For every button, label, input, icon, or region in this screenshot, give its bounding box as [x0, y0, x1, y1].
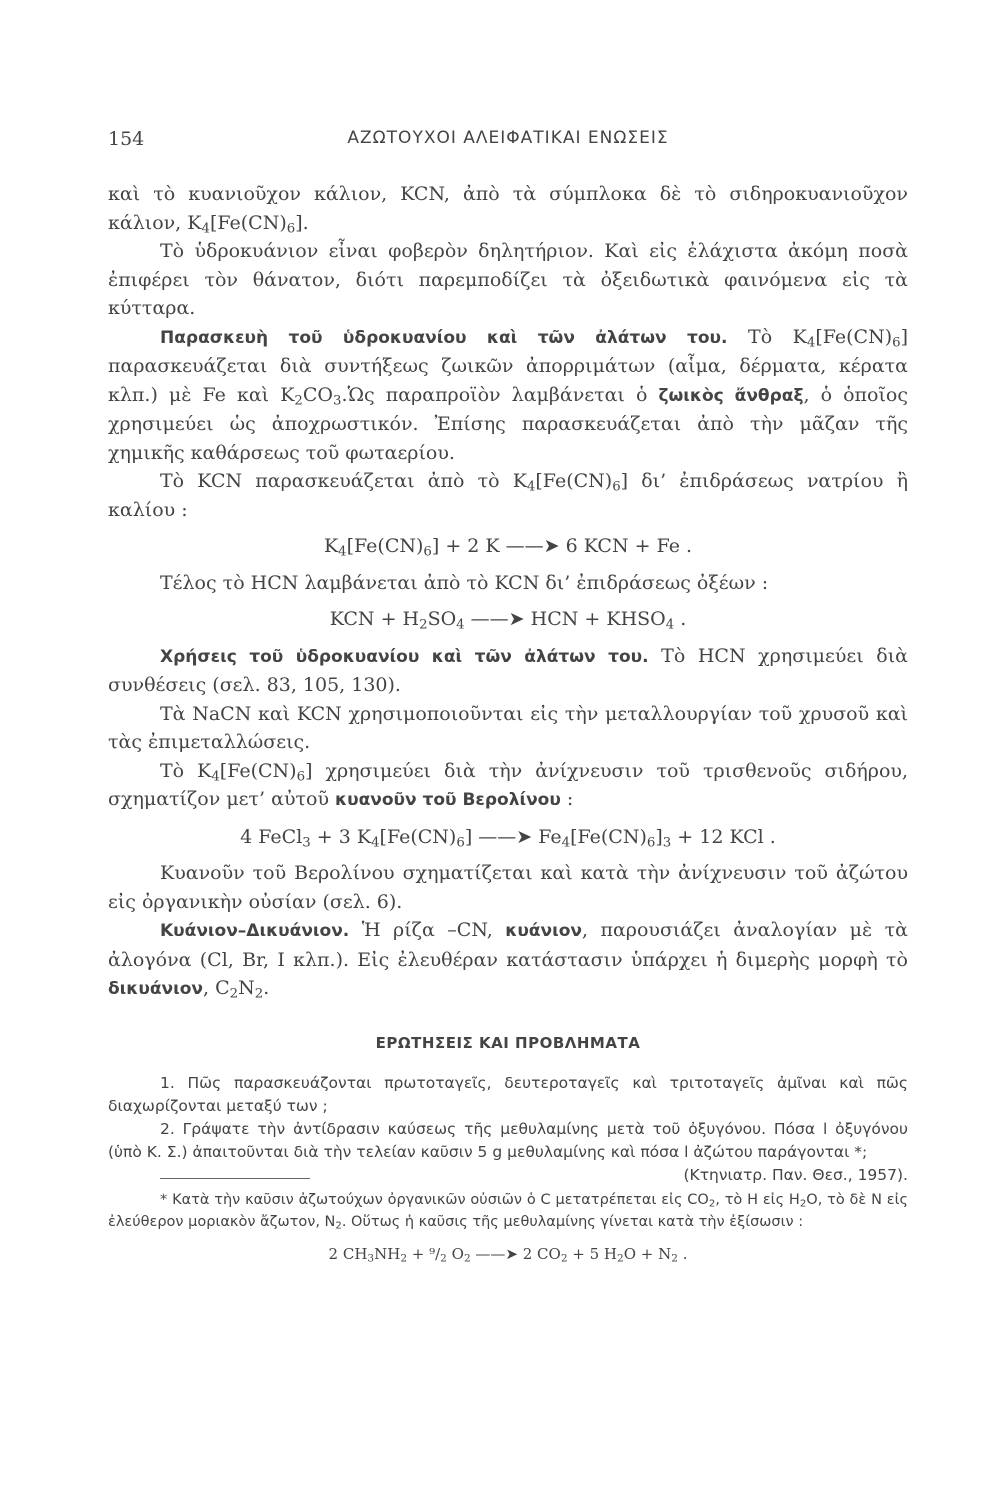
paragraph-2: Τὸ ὑδροκυάνιον εἶναι φοβερὸν δηλητήριον. Καὶ εἰς ἐλάχιστα ἀκόμη ποσὰ ἐπιφέρει τὸν θάνατον, διότι παρεμποδίζει τὰ ὀξειδωτικὰ φαινόμενα εἰς τὰ κύτταρα.: [108, 240, 908, 319]
arrow-icon: ——➤: [464, 608, 531, 630]
running-title: ΑΖΩΤΟΥΧΟΙ ΑΛΕΙΦΑΤΙΚΑΙ ΕΝΩΣΕΙΣ: [347, 128, 669, 148]
paragraph-1: καὶ τὸ κυανιοῦχον κάλιον, KCN, ἀπὸ τὰ σύμπλοκα δὲ τὸ σιδηροκυανιοῦχον κάλιον, $K_4[Fe(CN)_6]$.: [108, 183, 908, 236]
heading-preparation: Παρασκευὴ τοῦ ὑδροκυανίου καὶ τῶν ἀλάτων του.: [160, 327, 728, 348]
footnote-divider: [160, 1178, 310, 1179]
footnote: [108, 1189, 908, 1265]
section-title: ΕΡΩΤΗΣΕΙΣ ΚΑΙ ΠΡΟΒΛΗΜΑΤΑ: [375, 1033, 641, 1052]
paragraph-3: Παρασκευὴ τοῦ ὑδροκυανίου καὶ τῶν ἀλάτων του. Τὸ $K_4[Fe(CN)_6]$ παρασκευάζεται διὰ συντήξεως ζωικῶν ἀπορριμάτων (αἷμα, δέρματα, κέρατα κλπ.) μὲ Fe καὶ $K_2CO_3.Ὡ\varsigma$ παραπροϊὸν λαμβάνεται ὁ ζωικὸς ἄνθραξ, ὁ ὁποῖος χρησιμεύει ὡς ἀποχρωστικόν. Ἐπίσης παρασκευάζεται ἀπὸ τὴν μᾶζαν τῆς χημικῆς καθάρσεως τοῦ φωταερίου.: [108, 325, 909, 464]
paragraph-7: Τὰ NaCN καὶ KCN χρησιμοποιοῦνται εἰς τὴν μεταλλουργίαν τοῦ χρυσοῦ καὶ τὰς ἐπιμεταλλώσεις.: [108, 702, 908, 753]
book-page: [108, 128, 908, 1265]
heading-cyanogen: Κυάνιον–Δικυάνιον.: [160, 921, 350, 941]
question-2: 2. Γράψατε τὴν ἀντίδρασιν καύσεως τῆς μεθυλαμίνης μετὰ τοῦ ὀξυγόνου. Πόσα l ὀξυγόνου (ὑπὸ Κ. Σ.) ἀπαιτοῦνται διὰ τὴν τελείαν καῦσιν 5 g μεθυλαμίνης καὶ πόσα l ἀζώτου παράγονται *; (Κτηνιατρ. Παν. Θεσ., 1957).: [108, 1118, 908, 1164]
paragraph-4: Τὸ KCN παρασκευάζεται ἀπὸ τὸ $K_4[Fe(CN)_6]$ δι’ ἐπιδράσεως νατρίου ἢ καλίου :: [108, 470, 908, 521]
equation-1: $K_4[Fe(CN)_6] + 2$ K ——➤ 6 KCN + Fe .: [323, 535, 693, 560]
footnote-equation: 2 $CH_3NH_2 + ^9/_2$ $O_2$ ——➤ 2 $CO_2 + 5$ $H_2O + N_2$ .: [328, 1244, 688, 1265]
arrow-icon: ——➤: [470, 1244, 523, 1263]
equation-3: 4 FeCl$_3$ + 3 $K_4[Fe(CN)_6]$ ——➤ $Fe_4[Fe(CN)_6]_3 + 12$ KCl .: [240, 825, 776, 850]
arrow-icon: ——➤: [478, 825, 533, 848]
questions-list: [108, 1072, 908, 1184]
question-1: 1. Πῶς παρασκευάζονται πρωτοταγεῖς, δευτεροταγεῖς καὶ τριτοταγεῖς ἀμῖναι καὶ πῶς διαχωρίζονται μεταξύ των ;: [108, 1073, 908, 1115]
heading-uses: Χρήσεις τοῦ ὑδροκυανίου καὶ τῶν ἀλάτων του.: [160, 646, 649, 667]
arrow-icon: ——➤: [505, 535, 560, 557]
page-header: [108, 128, 908, 158]
paragraph-5: Τέλος τὸ HCN λαμβάνεται ἀπὸ τὸ KCN δι’ ἐπιδράσεως ὀξέων :: [160, 571, 769, 594]
paragraph-9: Κυανοῦν τοῦ Βερολίνου σχηματίζεται καὶ κατὰ τὴν ἀνίχνευσιν τοῦ ἀζώτου εἰς ὀργανικὴν οὐσίαν (σελ. 6).: [108, 862, 908, 913]
paragraph-8: Τὸ $K_4[Fe(CN)_6]$ χρησιμεύει διὰ τὴν ἀνίχνευσιν τοῦ τρισθενοῦς σιδήρου, σχηματίζον μετ’ αὐτοῦ κυανοῦν τοῦ Βερολίνου :: [108, 759, 908, 810]
main-text: [108, 180, 908, 1004]
footnote-text: * Κατὰ τὴν καῦσιν ἀζωτούχων ὀργανικῶν οὐσιῶν ὁ C μετατρέπεται εἰς $CO_2$, τὸ H εἰς $H_2O$, τὸ δὲ N εἰς ἐλεύθερον μοριακὸν ἄζωτον, $N_2$. Οὕτως ἡ καῦσις τῆς μεθυλαμίνης γίνεται κατὰ τὴν ἐξίσωσιν :: [108, 1191, 908, 1232]
paragraph-10: Κυάνιον–Δικυάνιον. Ἡ ρίζα –CN, κυάνιον, παρουσιάζει ἀναλογίαν μὲ τὰ ἀλογόνα (Cl, Br, I κλπ.). Εἰς ἐλευθέραν κατάστασιν ὑπάρχει ἡ διμερὴς μορφὴ τὸ δικυάνιον, $C_2N_2$.: [108, 919, 908, 1002]
question-citation: (Κτηνιατρ. Παν. Θεσ., 1957).: [683, 1165, 908, 1184]
page-number: 154: [108, 128, 145, 150]
equation-2: KCN + $H_2SO_4$ ——➤ HCN + $KHSO_4$ .: [329, 608, 687, 633]
paragraph-6: Χρήσεις τοῦ ὑδροκυανίου καὶ τῶν ἀλάτων του. Τὸ HCN χρησιμεύει διὰ συνθέσεις (σελ. 83, 105, 130).: [108, 644, 908, 696]
